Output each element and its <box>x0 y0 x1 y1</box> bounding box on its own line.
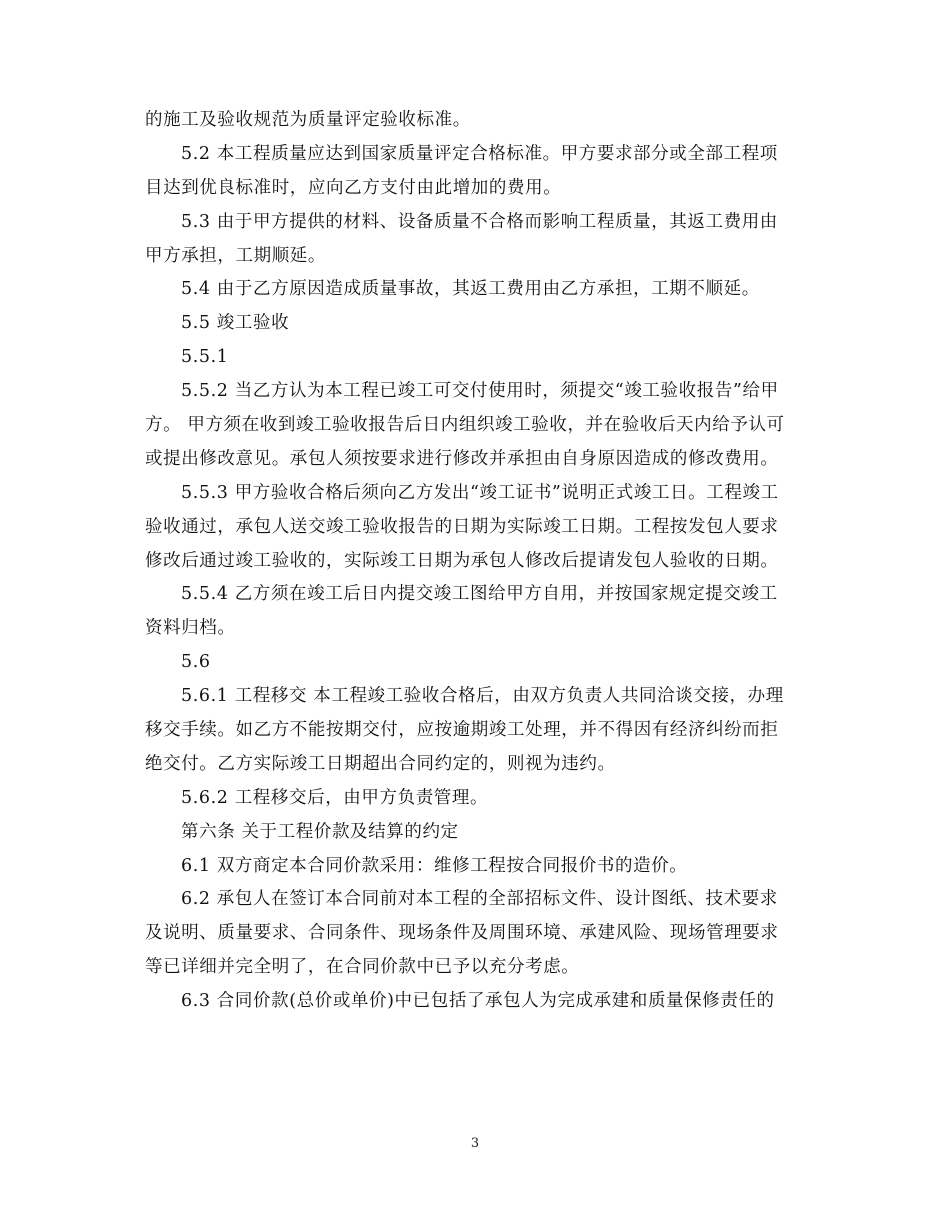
text-line: 方。 甲方须在收到竣工验收报告后日内组织竣工验收，并在验收后天内给予认可 <box>145 415 785 436</box>
text-line: 或提出修改意见。承包人须按要求进行修改并承担由自身原因造成的修改费用。 <box>145 448 779 469</box>
text-line: 的施工及验收规范为质量评定验收标准。 <box>145 110 471 130</box>
text-line: 6.2 承包人在签订本合同前对本工程的全部招标文件、设计图纸、技术要求 <box>181 889 778 910</box>
text-line: 等已详细并完全明了，在合同价款中已予以充分考虑。 <box>145 957 580 978</box>
text-line: 6.3 合同价款(总价或单价)中已包括了承包人为完成承建和质量保修责任的 <box>181 991 775 1012</box>
document-body <box>145 110 805 1025</box>
article-heading: 第六条 关于工程价款及结算的约定 <box>181 821 459 842</box>
text-line: 5.4 由于乙方原因造成质量事故，其返工费用由乙方承担，工期不顺延。 <box>181 279 760 300</box>
text-line: 5.5.1 <box>181 347 229 368</box>
page-number: 3 <box>470 1136 480 1151</box>
text-line: 5.6.2 工程移交后，由甲方负责管理。 <box>181 787 489 808</box>
text-line: 目达到优良标准时，应向乙方支付由此增加的费用。 <box>145 177 562 198</box>
text-line: 5.5.4 乙方须在竣工后日内提交竣工图给甲方自用，并按国家规定提交竣工 <box>181 584 778 605</box>
text-line: 修改后通过竣工验收的，实际竣工日期为承包人修改后提请发包人验收的日期。 <box>145 550 779 571</box>
text-line: 甲方承担，工期顺延。 <box>145 245 326 266</box>
text-line: 5.3 由于甲方提供的材料、设备质量不合格而影响工程质量，其返工费用由 <box>181 211 778 232</box>
text-line: 及说明、质量要求、合同条件、现场条件及周围环境、承建风险、现场管理要求 <box>145 923 779 944</box>
text-line: 6.1 双方商定本合同价款采用：维修工程按合同报价书的造价。 <box>181 855 688 876</box>
text-line: 资料归档。 <box>145 618 236 639</box>
section-heading: 5.5 竣工验收 <box>181 313 290 334</box>
text-line: 5.5.3 甲方验收合格后须向乙方发出“竣工证书”说明正式竣工日。工程竣工 <box>181 482 779 503</box>
text-line: 移交手续。如乙方不能按期交付，应按逾期竣工处理，并不得因有经济纠纷而拒 <box>145 720 779 741</box>
text-line: 5.2 本工程质量应达到国家质量评定合格标准。甲方要求部分或全部工程项 <box>181 143 778 164</box>
text-line: 绝交付。乙方实际竣工日期超出合同约定的，则视为违约。 <box>145 753 616 774</box>
text-line: 验收通过，承包人送交竣工验收报告的日期为实际竣工日期。工程按发包人要求 <box>145 516 779 537</box>
text-line: 5.6 <box>181 652 211 673</box>
text-line: 5.5.2 当乙方认为本工程已竣工可交付使用时，须提交“竣工验收报告”给甲 <box>181 381 779 402</box>
text-line: 5.6.1 工程移交 本工程竣工验收合格后，由双方负责人共同洽谈交接，办理 <box>181 686 784 707</box>
